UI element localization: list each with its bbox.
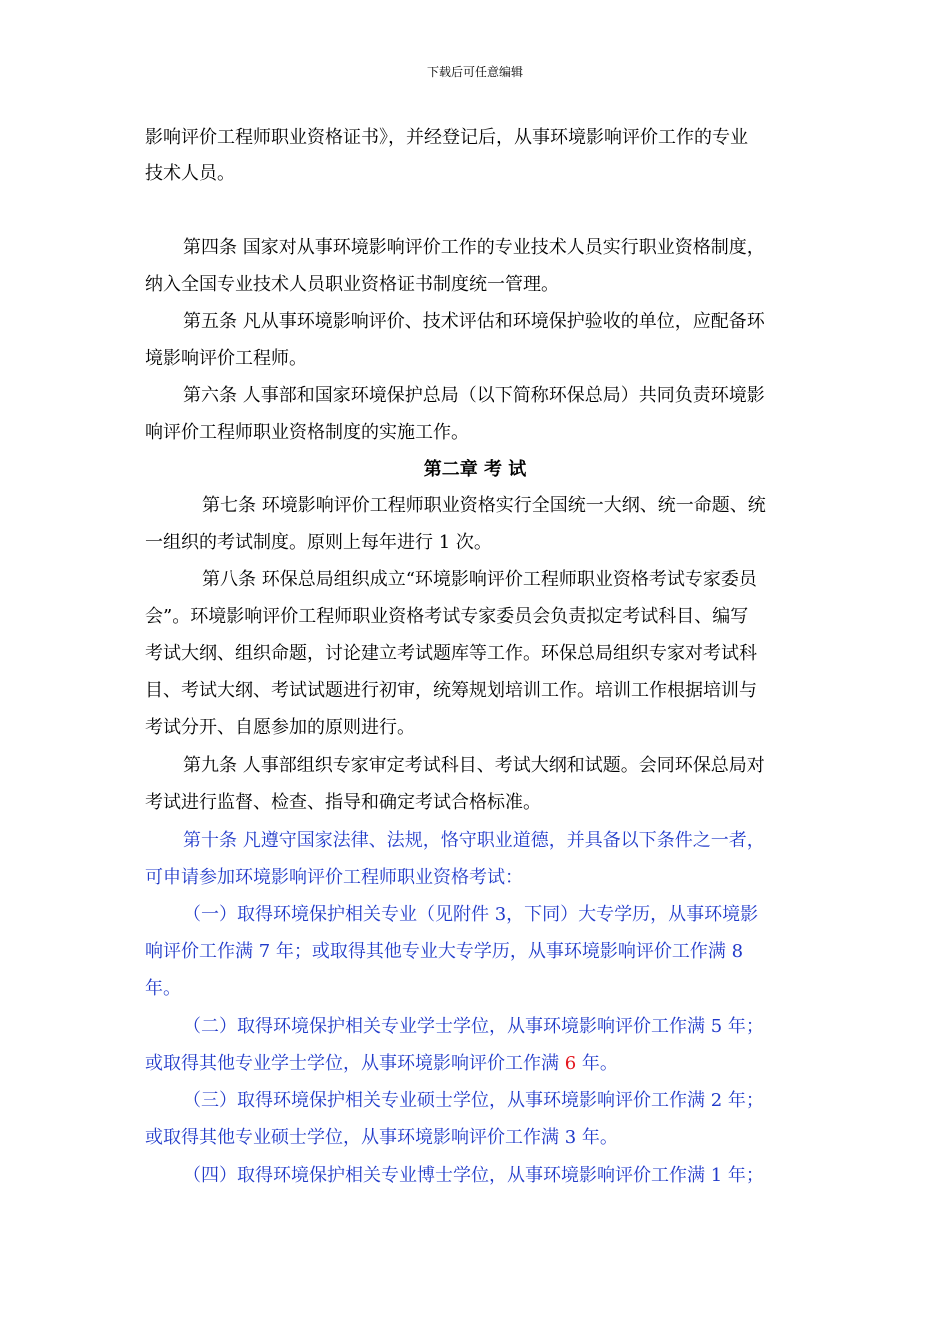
page-header: 下载后可任意编辑 [426, 65, 523, 79]
article-8: 第八条 环保总局组织成立“环境影响评价工程师职业资格考试专家委员 [202, 569, 757, 590]
text-line: 考试进行监督、检查、指导和确定考试合格标准。 [145, 792, 541, 813]
chapter-heading: 第二章 考 试 [423, 459, 527, 480]
text-line: 目、考试大纲、考试试题进行初审，统筹规划培训工作。培训工作根据培训与 [145, 680, 757, 701]
condition-2: （二）取得环境保护相关专业学士学位，从事环境影响评价工作满 5 年； [183, 1016, 764, 1037]
text-line: 境影响评价工程师。 [145, 348, 307, 369]
article-10: 第十条 凡遵守国家法律、法规，恪守职业道德，并具备以下条件之一者， [183, 830, 765, 851]
highlighted-number: 6 [564, 1053, 577, 1074]
text-line: 考试大纲、组织命题，讨论建立考试题库等工作。环保总局组织专家对考试科 [145, 643, 757, 664]
article-7: 第七条 环境影响评价工程师职业资格实行全国统一大纲、统一命题、统 [202, 495, 766, 516]
text-line: 影响评价工程师职业资格证书》，并经登记后，从事环境影响评价工作的专业 [145, 127, 748, 148]
condition-3: （三）取得环境保护相关专业硕士学位，从事环境影响评价工作满 2 年； [183, 1090, 764, 1111]
text-line: 可申请参加环境影响评价工程师职业资格考试： [145, 867, 523, 888]
text-line: 技术人员。 [145, 163, 235, 184]
condition-4: （四）取得环境保护相关专业博士学位，从事环境影响评价工作满 1 年； [183, 1165, 764, 1186]
text-line: 考试分开、自愿参加的原则进行。 [145, 717, 415, 738]
text-line: 纳入全国专业技术人员职业资格证书制度统一管理。 [145, 274, 559, 295]
text-line: 会”。环境影响评价工程师职业资格考试专家委员会负责拟定考试科目、编写 [145, 606, 749, 627]
text-line: 一组织的考试制度。原则上每年进行 1 次。 [145, 532, 492, 553]
text-line: 响评价工程师职业资格制度的实施工作。 [145, 422, 469, 443]
text-line: 年。 [145, 978, 181, 999]
article-6: 第六条 人事部和国家环境保护总局（以下简称环保总局）共同负责环境影 [183, 385, 765, 406]
text-line: 或取得其他专业硕士学位，从事环境影响评价工作满 3 年。 [145, 1127, 618, 1148]
article-4: 第四条 国家对从事环境影响评价工作的专业技术人员实行职业资格制度， [183, 237, 765, 258]
article-5: 第五条 凡从事环境影响评价、技术评估和环境保护验收的单位，应配备环 [183, 311, 765, 332]
text-line [145, 1050, 815, 1078]
text-segment: 或取得其他专业学士学位，从事环境影响评价工作满 [145, 1053, 565, 1074]
text-line: 响评价工作满 7 年；或取得其他专业大专学历，从事环境影响评价工作满 8 [145, 941, 744, 962]
condition-1: （一）取得环境保护相关专业（见附件 3，下同）大专学历，从事环境影 [183, 904, 759, 925]
text-segment: 年。 [576, 1053, 618, 1074]
article-9: 第九条 人事部组织专家审定考试科目、考试大纲和试题。会同环保总局对 [183, 755, 765, 776]
